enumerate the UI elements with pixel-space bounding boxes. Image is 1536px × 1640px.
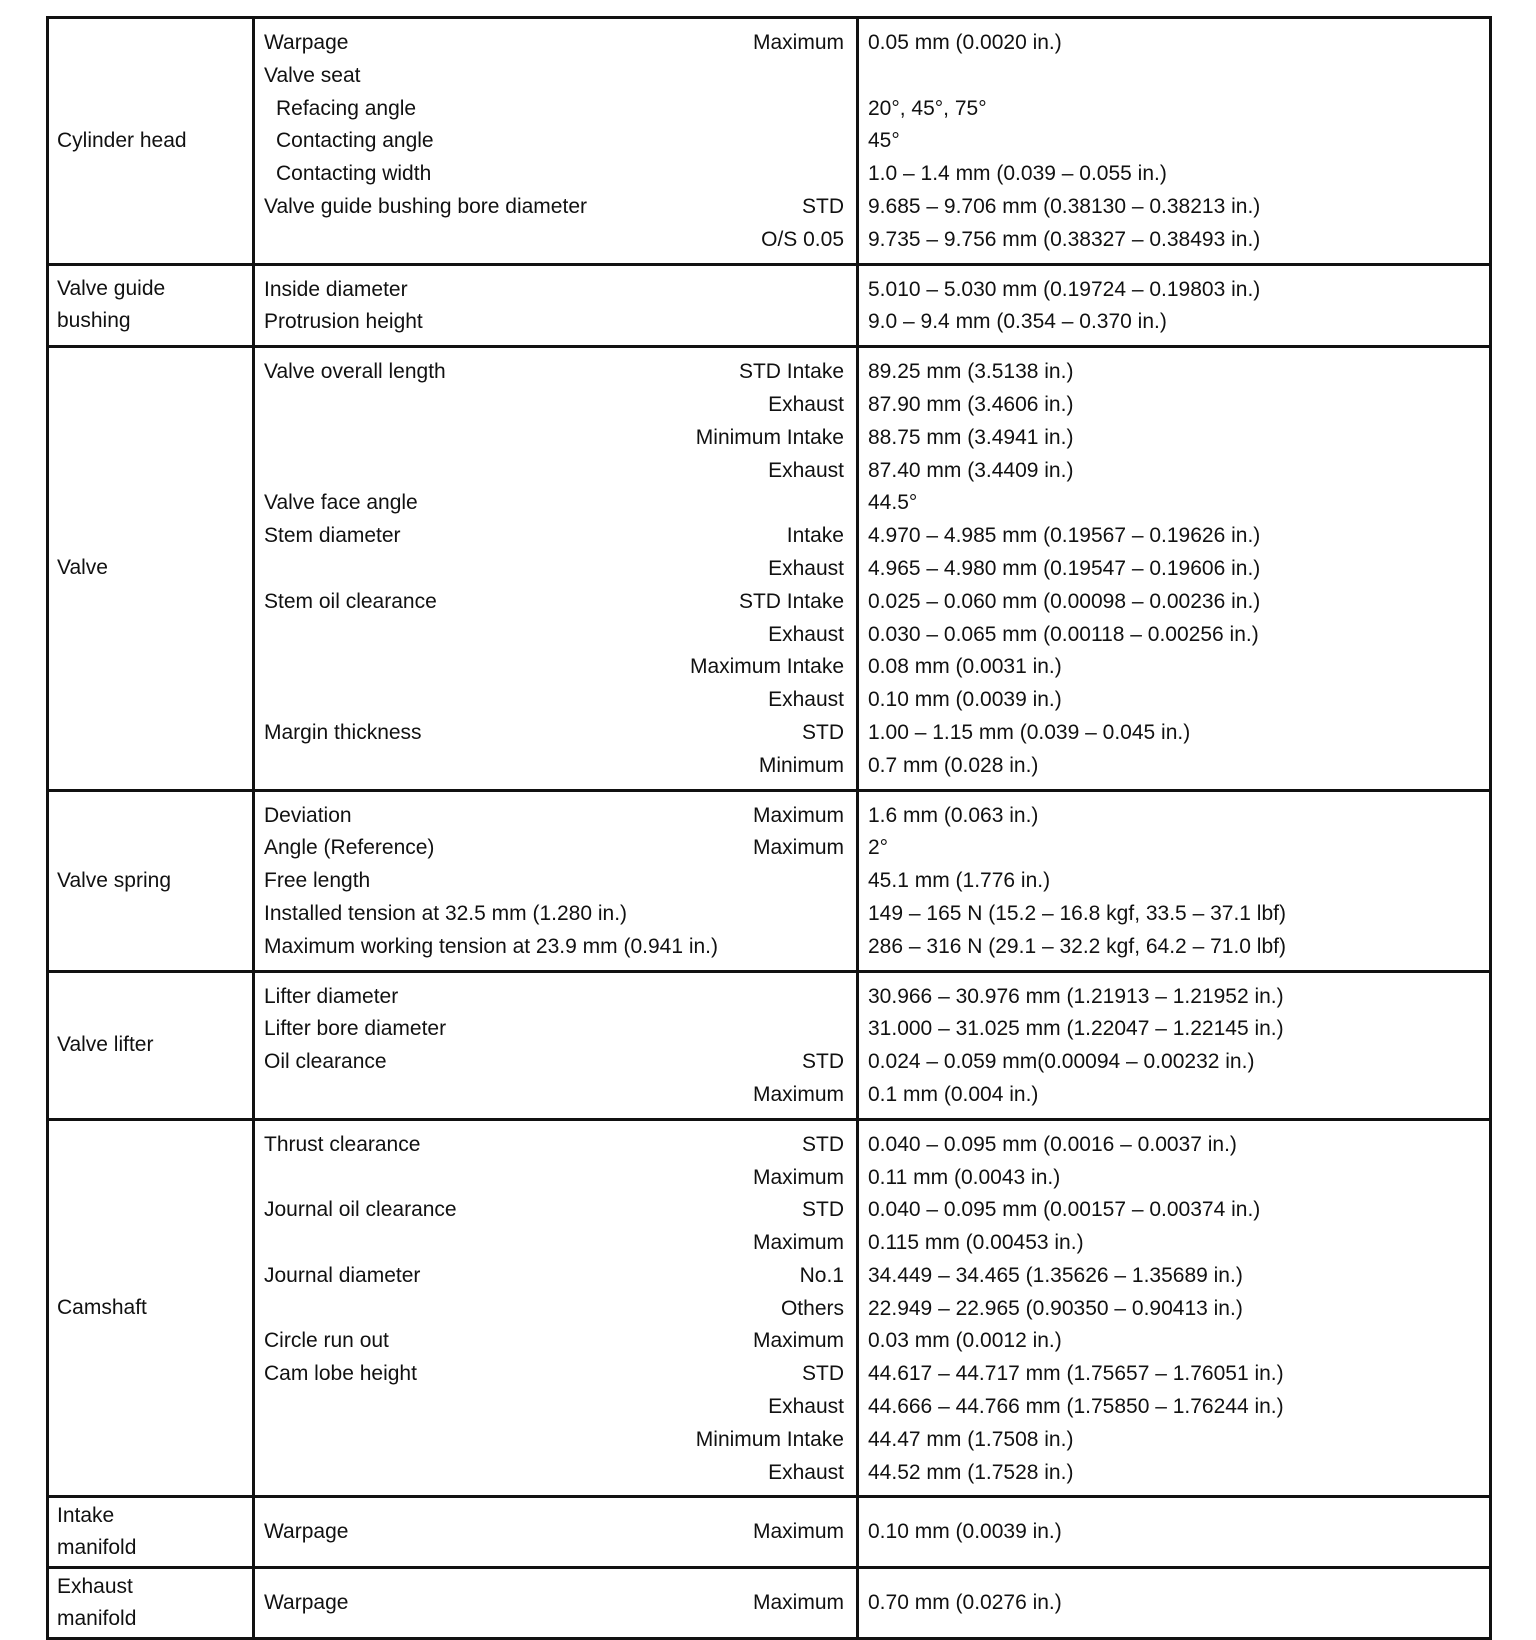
spec-section-row bbox=[48, 18, 1491, 265]
item-line bbox=[255, 191, 856, 224]
item-line bbox=[255, 586, 856, 619]
item-qualifier: Maximum bbox=[752, 1329, 844, 1353]
item-line bbox=[255, 1079, 856, 1112]
item-label: Warpage bbox=[264, 1520, 349, 1544]
item-line bbox=[255, 422, 856, 455]
value-cell bbox=[858, 971, 1491, 1119]
item-qualifier: STD bbox=[802, 1050, 844, 1074]
spec-value: 5.010 – 5.030 mm (0.19724 – 0.19803 in.) bbox=[868, 277, 1261, 301]
item-line bbox=[255, 389, 856, 422]
component-name: Valve bbox=[48, 347, 254, 790]
item-cell bbox=[254, 971, 858, 1119]
item-qualifier: Maximum bbox=[752, 1082, 844, 1106]
item-line bbox=[255, 1587, 856, 1620]
spec-value: 0.115 mm (0.00453 in.) bbox=[868, 1231, 1084, 1255]
spec-value: 0.10 mm (0.0039 in.) bbox=[868, 1520, 1062, 1544]
spec-value: 0.70 mm (0.0276 in.) bbox=[868, 1591, 1062, 1615]
item-qualifier: Minimum Intake bbox=[695, 425, 844, 449]
item-line bbox=[255, 1260, 856, 1293]
value-cell bbox=[858, 1497, 1491, 1568]
item-label: Lifter diameter bbox=[264, 984, 399, 1008]
item-line bbox=[255, 158, 856, 191]
spec-value: 0.03 mm (0.0012 in.) bbox=[868, 1329, 1062, 1353]
item-qualifier: STD Intake bbox=[738, 360, 844, 384]
item-line bbox=[255, 553, 856, 586]
item-qualifier: Exhaust bbox=[768, 622, 844, 646]
spec-value: 44.52 mm (1.7528 in.) bbox=[868, 1460, 1074, 1484]
spec-value: 22.949 – 22.965 (0.90350 – 0.90413 in.) bbox=[868, 1296, 1243, 1320]
spec-value: 9.735 – 9.756 mm (0.38327 – 0.38493 in.) bbox=[868, 227, 1261, 251]
component-name: Camshaft bbox=[48, 1119, 254, 1497]
item-label: Oil clearance bbox=[264, 1050, 387, 1074]
item-label: Angle (Reference) bbox=[264, 836, 435, 860]
item-cell bbox=[254, 1497, 858, 1568]
item-label: Journal oil clearance bbox=[264, 1198, 457, 1222]
item-label: Cam lobe height bbox=[264, 1362, 417, 1386]
item-label: Warpage bbox=[264, 31, 349, 54]
spec-section-row bbox=[48, 347, 1491, 790]
component-name: Valve lifter bbox=[48, 971, 254, 1119]
spec-table bbox=[46, 16, 1492, 1640]
item-line bbox=[255, 125, 856, 158]
item-cell bbox=[254, 264, 858, 347]
item-qualifier: Exhaust bbox=[768, 1395, 844, 1419]
item-qualifier: Maximum bbox=[752, 1231, 844, 1255]
item-qualifier: Maximum bbox=[752, 836, 844, 860]
item-line bbox=[255, 487, 856, 520]
spec-value: 87.40 mm (3.4409 in.) bbox=[868, 458, 1074, 482]
item-line bbox=[255, 1457, 856, 1490]
item-line bbox=[255, 651, 856, 684]
spec-value: 44.5° bbox=[868, 491, 918, 515]
spec-value: 286 – 316 N (29.1 – 32.2 kgf, 64.2 – 71.0 lbf) bbox=[868, 934, 1286, 958]
item-label: Maximum working tension at 23.9 mm (0.941 in.) bbox=[264, 934, 719, 958]
value-cell bbox=[858, 347, 1491, 790]
item-qualifier: STD bbox=[802, 194, 844, 218]
item-qualifier: Exhaust bbox=[768, 688, 844, 712]
spec-section-row bbox=[48, 264, 1491, 347]
spec-value: 1.0 – 1.4 mm (0.039 – 0.055 in.) bbox=[868, 162, 1167, 186]
item-label: Contacting width bbox=[276, 162, 432, 186]
item-line bbox=[255, 274, 856, 307]
item-line bbox=[255, 981, 856, 1014]
item-line bbox=[255, 1358, 856, 1391]
spec-value: 0.10 mm (0.0039 in.) bbox=[868, 688, 1062, 712]
item-qualifier: Maximum bbox=[752, 1165, 844, 1189]
item-line bbox=[255, 1129, 856, 1162]
item-line bbox=[255, 224, 856, 257]
spec-value: 45.1 mm (1.776 in.) bbox=[868, 869, 1051, 893]
spec-value: 89.25 mm (3.5138 in.) bbox=[868, 360, 1074, 384]
component-name bbox=[48, 1568, 254, 1639]
spec-value: 31.000 – 31.025 mm (1.22047 – 1.22145 in.) bbox=[868, 1017, 1284, 1041]
spec-value: 20°, 45°, 75° bbox=[868, 96, 987, 120]
value-cell bbox=[858, 1568, 1491, 1639]
spec-section-row bbox=[48, 1119, 1491, 1497]
spec-section-row bbox=[48, 1497, 1491, 1568]
value-cell bbox=[858, 790, 1491, 971]
spec-value: 1.6 mm (0.063 in.) bbox=[868, 803, 1039, 827]
component-name-line: bushing bbox=[57, 309, 131, 333]
item-line bbox=[255, 1013, 856, 1046]
item-line bbox=[255, 800, 856, 833]
item-qualifier: STD bbox=[802, 1198, 844, 1222]
item-line bbox=[255, 717, 856, 750]
component-name: Cylinder head bbox=[48, 18, 254, 265]
spec-table-body bbox=[48, 18, 1491, 1639]
item-cell bbox=[254, 790, 858, 971]
item-line bbox=[255, 1516, 856, 1549]
spec-value: 9.685 – 9.706 mm (0.38130 – 0.38213 in.) bbox=[868, 194, 1261, 218]
item-qualifier: Maximum bbox=[752, 803, 844, 827]
value-cell bbox=[858, 264, 1491, 347]
component-name-line: manifold bbox=[57, 1536, 137, 1560]
item-qualifier: STD bbox=[802, 720, 844, 744]
component-name bbox=[48, 264, 254, 347]
spec-value: 1.00 – 1.15 mm (0.039 – 0.045 in.) bbox=[868, 720, 1191, 744]
spec-value: 0.040 – 0.095 mm (0.0016 – 0.0037 in.) bbox=[868, 1132, 1237, 1156]
item-label: Stem diameter bbox=[264, 524, 401, 548]
item-qualifier: Maximum Intake bbox=[689, 655, 844, 679]
item-label: Refacing angle bbox=[276, 96, 417, 120]
item-qualifier: Exhaust bbox=[768, 458, 844, 482]
spec-value: 149 – 165 N (15.2 – 16.8 kgf, 33.5 – 37.1 lbf) bbox=[868, 901, 1286, 925]
spec-section-row bbox=[48, 1568, 1491, 1639]
spec-value: 0.05 mm (0.0020 in.) bbox=[868, 31, 1062, 54]
item-qualifier: Exhaust bbox=[768, 1460, 844, 1484]
item-line bbox=[255, 1162, 856, 1195]
item-qualifier: Maximum bbox=[752, 31, 844, 54]
item-cell bbox=[254, 18, 858, 265]
item-label: Contacting angle bbox=[276, 129, 434, 153]
item-line bbox=[255, 1194, 856, 1227]
item-line bbox=[255, 1325, 856, 1358]
item-qualifier: Minimum bbox=[758, 753, 844, 777]
item-line bbox=[255, 865, 856, 898]
component-name-line: Intake bbox=[57, 1504, 115, 1528]
item-line bbox=[255, 520, 856, 553]
item-line bbox=[255, 1424, 856, 1457]
item-line bbox=[255, 898, 856, 931]
spec-value: 44.617 – 44.717 mm (1.75657 – 1.76051 in.) bbox=[868, 1362, 1284, 1386]
spec-value: 2° bbox=[868, 836, 889, 860]
item-line bbox=[255, 356, 856, 389]
item-label: Valve guide bushing bore diameter bbox=[264, 194, 587, 218]
item-label: Stem oil clearance bbox=[264, 589, 437, 613]
spec-value bbox=[859, 60, 1489, 93]
spec-value: 45° bbox=[868, 129, 900, 153]
item-qualifier: Others bbox=[780, 1296, 844, 1320]
spec-value: 87.90 mm (3.4606 in.) bbox=[868, 392, 1074, 416]
item-label: Valve seat bbox=[264, 63, 361, 87]
item-line bbox=[255, 60, 856, 93]
spec-value: 0.1 mm (0.004 in.) bbox=[868, 1082, 1039, 1106]
item-line bbox=[255, 832, 856, 865]
item-cell bbox=[254, 1568, 858, 1639]
item-qualifier: O/S 0.05 bbox=[761, 227, 844, 251]
spec-section-row bbox=[48, 790, 1491, 971]
item-qualifier: Minimum Intake bbox=[695, 1427, 844, 1451]
component-name bbox=[48, 1497, 254, 1568]
value-cell bbox=[858, 1119, 1491, 1497]
spec-value: 0.024 – 0.059 mm(0.00094 – 0.00232 in.) bbox=[868, 1050, 1255, 1074]
item-label: Margin thickness bbox=[264, 720, 422, 744]
item-line bbox=[255, 1046, 856, 1079]
item-qualifier: STD Intake bbox=[738, 589, 844, 613]
item-label: Valve face angle bbox=[264, 491, 418, 515]
spec-value: 0.7 mm (0.028 in.) bbox=[868, 753, 1039, 777]
component-name: Valve spring bbox=[48, 790, 254, 971]
item-label: Installed tension at 32.5 mm (1.280 in.) bbox=[264, 901, 628, 925]
item-line bbox=[255, 750, 856, 783]
spec-value: 4.970 – 4.985 mm (0.19567 – 0.19626 in.) bbox=[868, 524, 1261, 548]
value-cell bbox=[858, 18, 1491, 265]
spec-value: 34.449 – 34.465 (1.35626 – 1.35689 in.) bbox=[868, 1263, 1243, 1287]
item-line bbox=[255, 1391, 856, 1424]
spec-value: 0.11 mm (0.0043 in.) bbox=[868, 1165, 1061, 1189]
component-name-line: Exhaust bbox=[57, 1575, 133, 1599]
item-qualifier: Exhaust bbox=[768, 556, 844, 580]
item-cell bbox=[254, 1119, 858, 1497]
item-line bbox=[255, 1293, 856, 1326]
component-name-line: Valve guide bbox=[57, 277, 166, 301]
item-label: Protrusion height bbox=[264, 310, 423, 334]
item-line bbox=[255, 1227, 856, 1260]
spec-value: 0.025 – 0.060 mm (0.00098 – 0.00236 in.) bbox=[868, 589, 1261, 613]
spec-value: 0.08 mm (0.0031 in.) bbox=[868, 655, 1062, 679]
component-name-line: manifold bbox=[57, 1607, 137, 1631]
item-line bbox=[255, 306, 856, 339]
item-qualifier: Maximum bbox=[752, 1591, 844, 1615]
item-label: Lifter bore diameter bbox=[264, 1017, 447, 1041]
item-label: Journal diameter bbox=[264, 1263, 421, 1287]
spec-value: 88.75 mm (3.4941 in.) bbox=[868, 425, 1074, 449]
item-label: Free length bbox=[264, 869, 371, 893]
spec-value: 0.040 – 0.095 mm (0.00157 – 0.00374 in.) bbox=[868, 1198, 1261, 1222]
spec-value: 9.0 – 9.4 mm (0.354 – 0.370 in.) bbox=[868, 310, 1167, 334]
item-qualifier: Exhaust bbox=[768, 392, 844, 416]
spec-section-row bbox=[48, 971, 1491, 1119]
item-cell bbox=[254, 347, 858, 790]
item-qualifier: Maximum bbox=[752, 1520, 844, 1544]
item-line bbox=[255, 931, 856, 964]
item-label: Valve overall length bbox=[264, 360, 446, 384]
item-label: Warpage bbox=[264, 1591, 349, 1615]
item-qualifier: Intake bbox=[786, 524, 844, 548]
spec-value: 30.966 – 30.976 mm (1.21913 – 1.21952 in.) bbox=[868, 984, 1284, 1008]
item-line bbox=[255, 455, 856, 488]
item-line bbox=[255, 27, 856, 60]
item-line bbox=[255, 93, 856, 126]
spec-value: 4.965 – 4.980 mm (0.19547 – 0.19606 in.) bbox=[868, 556, 1261, 580]
spec-value: 0.030 – 0.065 mm (0.00118 – 0.00256 in.) bbox=[868, 622, 1259, 646]
spec-value: 44.47 mm (1.7508 in.) bbox=[868, 1427, 1074, 1451]
item-qualifier: No.1 bbox=[799, 1263, 844, 1287]
item-label: Inside diameter bbox=[264, 277, 408, 301]
item-label: Circle run out bbox=[264, 1329, 389, 1353]
item-label: Thrust clearance bbox=[264, 1132, 421, 1156]
item-qualifier: STD bbox=[802, 1362, 844, 1386]
item-line bbox=[255, 619, 856, 652]
item-qualifier: STD bbox=[802, 1132, 844, 1156]
item-label: Deviation bbox=[264, 803, 352, 827]
spec-value: 44.666 – 44.766 mm (1.75850 – 1.76244 in.) bbox=[868, 1395, 1284, 1419]
item-line bbox=[255, 684, 856, 717]
